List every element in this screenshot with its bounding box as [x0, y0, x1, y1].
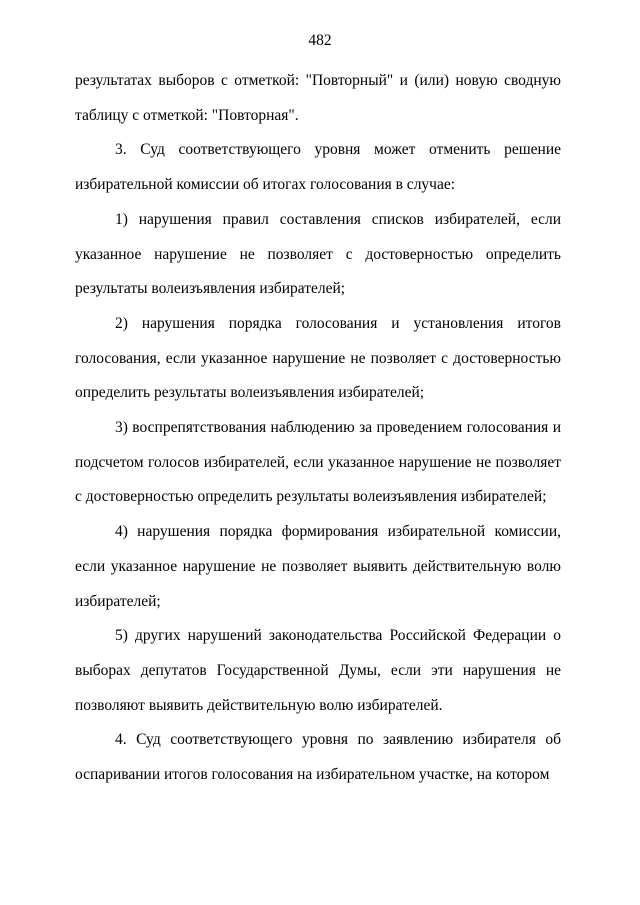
document-body — [75, 64, 561, 793]
paragraph-subitem-1: 1) нарушения правил составления списков избирателей, если указанное нарушение не позволяет с достоверностью определить результаты волеизъявления избирателей; — [75, 210, 561, 298]
paragraph-subitem-4: 4) нарушения порядка формирования избирательной комиссии, если указанное нарушение не позволяет выявить действительную волю избирателей; — [75, 523, 561, 610]
paragraph-subitem-5: 5) других нарушений законодательства Российской Федерации о выборах депутатов Государственной Думы, если эти нарушения не позволяют выявить действительную волю избирателей. — [75, 627, 561, 714]
paragraph-item-4: 4. Суд соответствующего уровня по заявлению избирателя об оспаривании итогов голосования на избирательном участке, на котором — [75, 731, 561, 784]
paragraph-item-3: 3. Суд соответствующего уровня может отменить решение избирательной комиссии об итогах голосования в случае: — [75, 141, 561, 194]
paragraph-continuation: результатах выборов с отметкой: "Повторный" и (или) новую сводную таблицу с отметкой: "Повторная". — [75, 72, 561, 124]
paragraph-subitem-3: 3) воспрепятствования наблюдению за проведением голосования и подсчетом голосов избирателей, если указанное нарушение не позволяет с достоверностью определить результаты волеизъявления избирателей; — [75, 419, 561, 506]
paragraph-subitem-2: 2) нарушения порядка голосования и установления итогов голосования, если указанное нарушение не позволяет с достоверностью определить результаты волеизъявления избирателей; — [75, 314, 561, 402]
page-number: 482 — [308, 32, 332, 49]
